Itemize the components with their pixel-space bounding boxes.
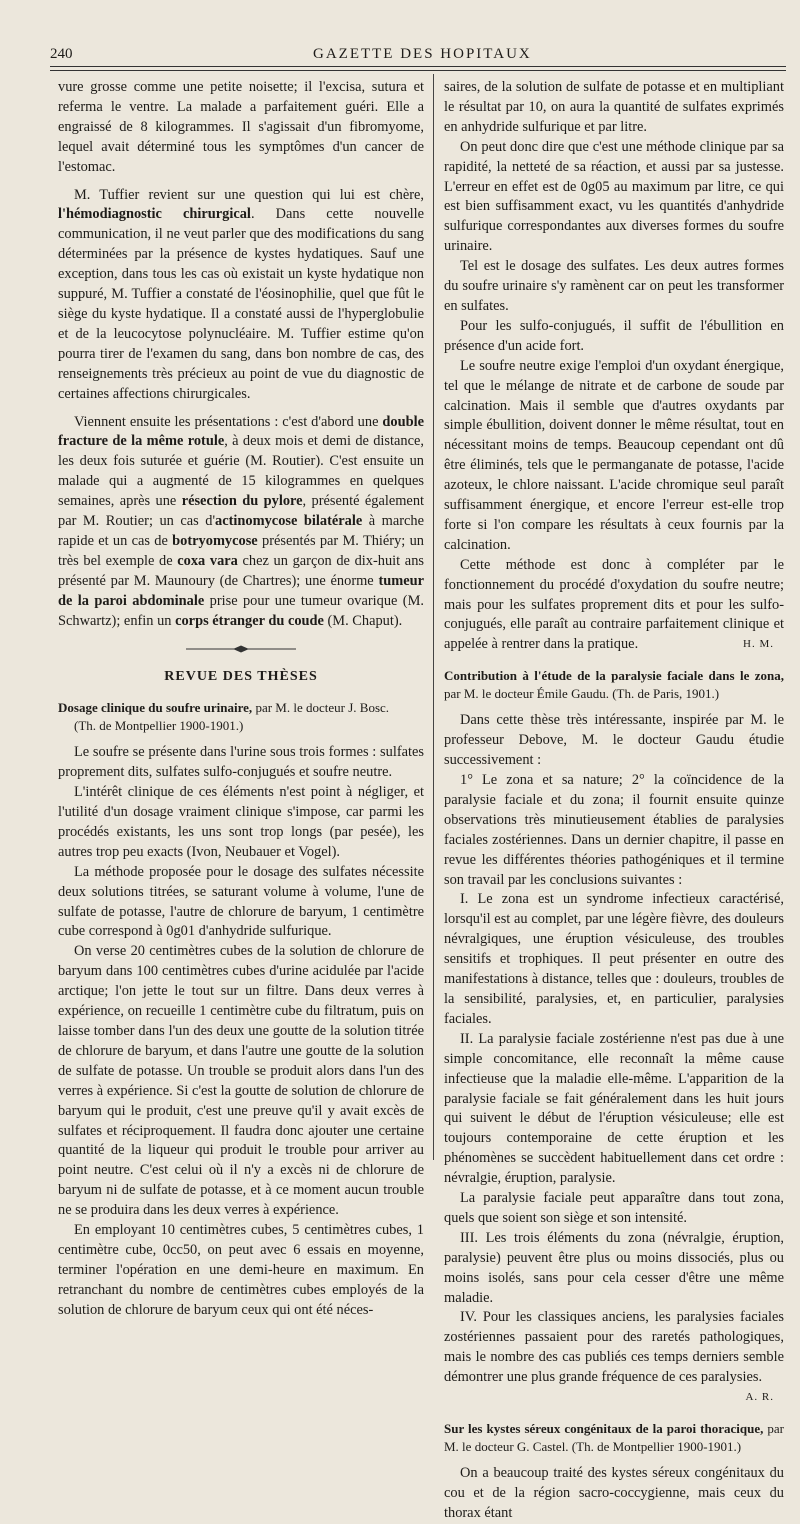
thesis-title-gaudu: Contribution à l'étude de la paralysie faciale dans le zona, par M. le docteur Émile Gaudu. (Th. de Paris, 1901.) (444, 668, 784, 702)
paragraph: La paralysie faciale peut apparaître dans tout zona, quels que soient son siège et son intensité. (444, 1190, 784, 1226)
paragraph: vure grosse comme une petite noisette; il l'excisa, sutura et referma le ventre. La malade a parfaitement guéri. Elle a engraissé de 8 kilogrammes. Il s'agissait d'un fibromyome, lequel avait déterminé tous les symptômes d'un cancer de l'estomac. (58, 79, 424, 175)
paragraph: 1° Le zona et sa nature; 2° la coïncidence de la paralysie faciale et du zona; il fournit ensuite quinze observations très minutieusement établies de paralysies faciales zostériennes. Dans un dernier chapitre, il passe en revue les différentes théories pathogéniques et il termine son travail par les conclusions suivantes : (444, 772, 784, 888)
paragraph: On a beaucoup traité des kystes séreux congénitaux du cou et de la région sacro-coccygienne, mais ceux du thorax étant (444, 1465, 784, 1521)
section-ornament (58, 641, 424, 661)
paragraph: Le soufre se présente dans l'urine sous trois formes : sulfates proprement dits, sulfates sulfo-conjugués et soufre neutre. (58, 744, 424, 781)
paragraph: L'intérêt clinique de ces éléments n'est point à négliger, et l'utilité d'un dosage vraiment clinique s'impose, car parmi les procédés existants, les uns sont trop longs (par pesée), les autres trop peu exacts (Ivon, Neubauer et Vogel). (58, 784, 424, 860)
header-rule (50, 70, 786, 71)
paragraph: Le soufre neutre exige l'emploi d'un oxydant énergique, tel que le mélange de nitrate et de carbone de soude par calcination. Mais il semble que d'autres oxydants par simple ébullition, doivent donner le même résultat, tout en nécessitant moins de temps. Beaucoup cependant ont dû être éliminés, tels que le permanganate de potasse, l'acide azoteux, le chlore naissant. L'acide chromique seul paraît suffisamment énergique, et encore l'erreur est-elle trop forte si l'on compare les résultats à ceux fournis par la calcination. (444, 357, 784, 553)
thesis-title-castel: Sur les kystes séreux congénitaux de la paroi thoracique, par M. le docteur G. Castel. (Th. de Montpellier 1900-1901.) (444, 1421, 784, 1454)
paragraph: En employant 10 centimètres cubes, 5 centimètres cubes, 1 centimètre cube, 0cc50, on peut avec 6 essais en moyenne, terminer l'opération en une demi-heure en maximum. En retranchant du nombre de centimètres cubes employés de la solution de chlorure de baryum ceux qui ont été néces- (58, 1222, 424, 1318)
journal-title: GAZETTE DES HOPITAUX (312, 46, 532, 62)
paragraph: La méthode proposée pour le dosage des sulfates nécessite deux solutions titrées, se saturant volume à volume, l'une de sulfate de potasse, l'autre de chlorure de baryum, 1 centimètre cube correspond à 0g01 d'anhydride sulfurique. (58, 863, 424, 940)
page-number: 240 (50, 46, 73, 62)
left-column (58, 78, 424, 1321)
signature: H. M. (743, 638, 774, 651)
paragraph: On verse 20 centimètres cubes de la solution de chlorure de baryum dans 100 centimètres cubes d'urine acidulée par l'acide arctique; l'on jette le tout sur un filtre. Dans deux verres à expérience, on recueille 1 centimètre cube du filtratum, puis on laisse tomber dans l'un des deux une goutte de la solution titrée de chlorure de baryum, et dans l'autre une goutte de la solution de sulfate de potasse. Un trouble se produit alors dans l'un des verres à expérience. Si c'est la goutte de solution de chlorure de baryum qui le produit, c'est une preuve qu'il y avait excès de sulfates et réciproquement. Il faudra donc ajouter une certaine quantité de la liqueur qui produit le trouble pour arriver au point neutre. C'est celui où il n'y a excès ni de chlorure de baryum ni de sulfate de potasse, et à ce moment aucun trouble ne se produira dans les deux verres à expérience. (58, 943, 424, 1219)
paragraph: I. Le zona est un syndrome infectieux caractérisé, lorsqu'il est au complet, par une légère fièvre, des douleurs névralgiques, une éruption vésiculeuse, des troubles sensitifs et trophiques. Il peut présenter en outre des manifestations à distance, telles que : douleurs, troubles de la sensibilité, paralysies, et, en particulier, paralysies faciales. (444, 891, 784, 1027)
signature: A. R. (745, 1391, 774, 1404)
column-divider (433, 74, 434, 1160)
paragraph: IV. Pour les classiques anciens, les paralysies faciales zostériennes passaient pour des raretés pathologiques, mais le nombre des cas publiés ces temps derniers semble démontrer une plus grande fréquence de ces paralysies. (444, 1309, 784, 1386)
paragraph: Tel est le dosage des sulfates. Les deux autres formes du soufre urinaire s'y ramènent car on peut les transformer en sulfates. (444, 258, 784, 314)
paragraph: II. La paralysie faciale zostérienne n'est pas due à une simple concomitance, elle reconnaît la même cause infectieuse que la maladie elle-même. L'apparition de la paralysie faciale se fait généralement dans les huit jours qui suivent le début de l'éruption vésiculeuse; elle est toujours contemporaine de cette éruption et les phénomènes se succèdent habituellement dans cet ordre : névralgie, éruption, paralysie. (444, 1030, 784, 1187)
right-column (444, 78, 784, 1524)
page-header (50, 40, 786, 67)
paragraph: saires, de la solution de sulfate de potasse et en multipliant le résultat par 10, on aura la quantité de sulfates exprimés en anhydride sulfurique et par litre. (444, 79, 784, 135)
paragraph: Dans cette thèse très intéressante, inspirée par M. le professeur Debove, M. le docteur Gaudu étudie successivement : (444, 712, 784, 769)
section-title: REVUE DES THÈSES (164, 669, 318, 685)
thesis-title-bosc: Dosage clinique du soufre urinaire, par M. le docteur J. Bosc. (Th. de Montpellier 1900-1901.) (58, 700, 390, 734)
paragraph-tuffier: M. Tuffier revient sur une question qui lui est chère, l'hémodiagnostic chirurgical. Dans cette nouvelle communication, il ne veut parler que des modifications du sang déterminées par la présence de kystes hydatiques. Sauf une exception, dans tous les cas où existait un kyste hydatique non suppuré, M. Tuffier a constaté de l'éosinophilie, quel que fût le siège du kyste hydatique. Il a constaté aussi de l'hyperglobulie et de la leucocytose polynucléaire. M. Tuffier estime qu'on pourra tirer de l'examen du sang, dans bon nombre de cas, des renseignements très précieux au point de vue du diagnostic de certaines affections chirurgicales. (58, 186, 424, 402)
paragraph: Cette méthode est donc à compléter par le fonctionnement du procédé d'oxydation du soufre neutre; mais pour les sulfates proprement dits et pour les sulfo-conjugués, elle paraît au contraire parfaitement clinique et appelée à rentrer dans la pratique. H. M. (444, 556, 784, 656)
paragraph: On peut donc dire que c'est une méthode clinique par sa rapidité, la netteté de sa réaction, et aussi par sa justesse. L'erreur en effet est de 0g05 au maximum par litre, ce qui est bien suffisamment exact, vu les quantités d'anhydride sulfurique correspondantes aux diverses formes du soufre urinaire. (444, 138, 784, 255)
paragraph: Pour les sulfo-conjugués, il suffit de l'ébullition en présence d'un acide fort. (444, 317, 784, 354)
paragraph-presentations: Viennent ensuite les présentations : c'est d'abord une double fracture de la même rotule, à deux mois et demi de distance, les deux fois suturée et guérie (M. Routier). C'est ensuite un malade qui a augmenté de 15 kilogrammes en quelques semaines, après une résection du pylore, présenté également par M. Routier; un cas d'actinomycose bilatérale à marche rapide et un cas de botryomycose présentés par M. Thiéry; un très bel exemple de coxa vara chez un garçon de dix-huit ans présenté par M. Maunoury (de Chartres); une énorme tumeur de la paroi abdominale prise pour une tumeur ovarique (M. Schwartz); enfin un corps étranger du coude (M. Chaput). (58, 413, 425, 629)
paragraph: III. Les trois éléments du zona (névralgie, éruption, paralysie) peuvent être plus ou moins dissociés, plus ou moins isolés, sans pour cela cesser d'être une même maladie. (444, 1229, 784, 1306)
